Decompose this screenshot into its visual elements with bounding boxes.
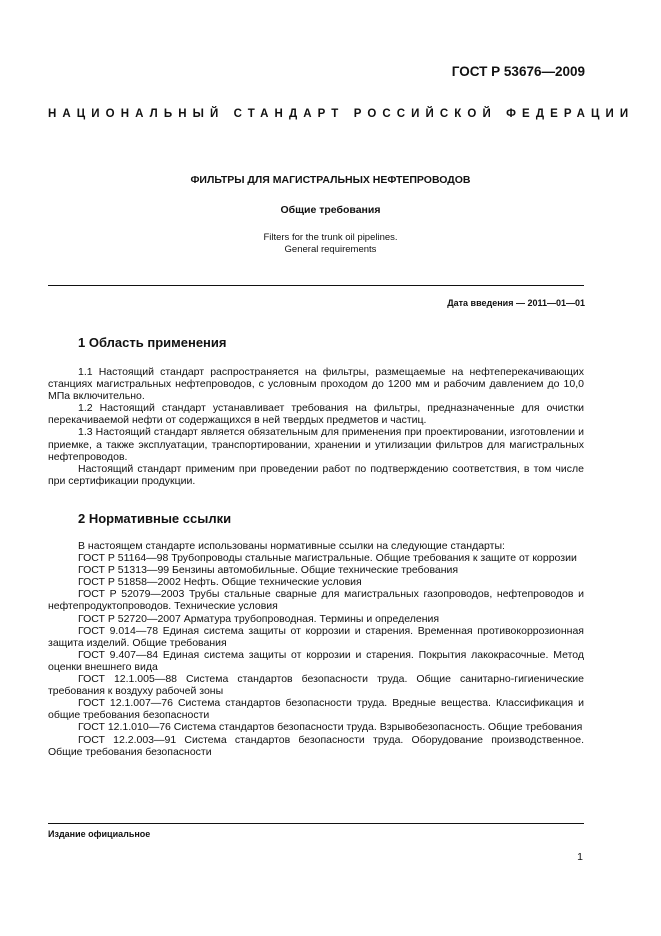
top-divider xyxy=(48,285,584,286)
reference-item: ГОСТ 9.407—84 Единая система защиты от коррозии и старения. Покрытия лакокрасочные. Метод оценки внешнего вида xyxy=(48,648,584,673)
paragraph: В настоящем стандарте использованы нормативные ссылки на следующие стандарты: xyxy=(78,540,505,552)
english-title-line-2: General requirements xyxy=(284,244,377,255)
reference-item: ГОСТ Р 51313—99 Бензины автомобильные. Общие технические требования xyxy=(78,564,459,577)
paragraph: 1.3 Настоящий стандарт является обязательным для применения при проектировании, изготовлении и приемке, а также эксплуатации, транспортировании, хранении и утилизации фильтров для магистральных нефтепроводов. xyxy=(48,426,584,463)
edition-note: Издание официальное xyxy=(48,829,151,839)
reference-item: ГОСТ 12.1.010—76 Система стандартов безопасности труда. Взрывобезопасность. Общие требования xyxy=(78,721,583,734)
paragraph: Настоящий стандарт применим при проведении работ по подтверждению соответствия, в том числе при сертификации продукции. xyxy=(48,462,584,487)
reference-item: ГОСТ Р 51164—98 Трубопроводы стальные магистральные. Общие требования к защите от коррозии xyxy=(78,552,577,565)
reference-item: ГОСТ Р 51858—2002 Нефть. Общие технические условия xyxy=(78,576,362,589)
english-title-line-1: Filters for the trunk oil pipelines. xyxy=(263,232,398,243)
english-title xyxy=(0,232,661,256)
reference-item: ГОСТ Р 52079—2003 Трубы стальные сварные для магистральных газопроводов, нефтепроводов и нефтепродуктопроводов. Технические условия xyxy=(48,588,584,613)
national-standard-caption: НАЦИОНАЛЬНЫЙ СТАНДАРТ РОССИЙСКОЙ ФЕДЕРАЦИИ xyxy=(48,108,635,120)
reference-item: ГОСТ 12.2.003—91 Система стандартов безопасности труда. Оборудование производственное. Общие требования безопасности xyxy=(48,733,584,758)
gost-number: ГОСТ Р 53676—2009 xyxy=(451,64,585,79)
reference-item: ГОСТ 12.1.005—88 Система стандартов безопасности труда. Общие санитарно-гигиенические требования к воздуху рабочей зоны xyxy=(48,673,584,698)
footer-divider xyxy=(48,823,584,824)
section-1-heading: 1 Область применения xyxy=(78,335,227,350)
section-2-heading: 2 Нормативные ссылки xyxy=(78,511,232,526)
section-2-body xyxy=(48,540,584,758)
paragraph: 1.2 Настоящий стандарт устанавливает требования на фильтры, предназначенные для очистки перекачиваемой нефти от содержащихся в ней твердых предметов и частиц. xyxy=(48,402,584,427)
paragraph: 1.1 Настоящий стандарт распространяется на фильтры, размещаемые на нефтеперекачивающих станциях магистральных нефтепроводов, с условным проходом до 1200 мм и рабочим давлением до 10,0 МПа включительно. xyxy=(48,366,584,403)
reference-item: ГОСТ 12.1.007—76 Система стандартов безопасности труда. Вредные вещества. Классификация и общие требования безопасности xyxy=(48,697,584,722)
date-of-introduction: Дата введения — 2011—01—01 xyxy=(447,298,585,308)
page-number: 1 xyxy=(577,851,583,863)
document-title: ФИЛЬТРЫ ДЛЯ МАГИСТРАЛЬНЫХ НЕФТЕПРОВОДОВ xyxy=(190,174,471,186)
document-subtitle: Общие требования xyxy=(280,204,381,216)
section-1-body xyxy=(48,366,584,487)
reference-item: ГОСТ 9.014—78 Единая система защиты от коррозии и старения. Временная противокоррозионная защита изделий. Общие требования xyxy=(48,624,584,649)
reference-item: ГОСТ Р 52720—2007 Арматура трубопроводная. Термины и определения xyxy=(78,612,440,625)
